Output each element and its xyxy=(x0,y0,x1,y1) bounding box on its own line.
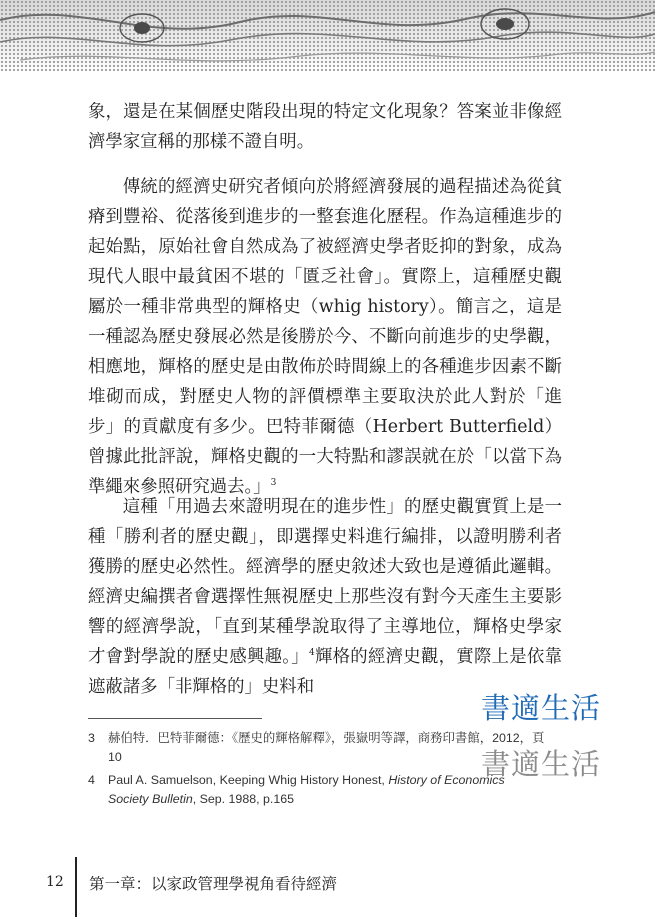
footnote-4-author-title: Paul A. Samuelson, Keeping Whig History Honest, xyxy=(108,773,389,787)
footnote-3-text: 赫伯特．巴特菲爾德：《歷史的輝格解釋》，張嶽明等譯，商務印書館，2012，頁 10 xyxy=(108,731,545,764)
engraving-decoration xyxy=(0,0,655,72)
footnote-4 xyxy=(88,771,548,809)
paragraph-1-text: 象，還是在某個歷史階段出現的特定文化現象？答案並非像經濟學家宣稱的那樣不證自明。 xyxy=(88,102,562,152)
paragraph-3-text-b: 輝格的經濟史觀，實際上是依靠遮蔽諸多「非輝格的」史料和 xyxy=(88,647,562,697)
paragraph-1 xyxy=(88,97,562,157)
footnote-4-date-page: , Sep. 1988, p.165 xyxy=(192,792,294,806)
footnote-4-number: 4 xyxy=(88,773,95,787)
paragraph-3-text-a: 這種「用過去來證明現在的進步性」的歷史觀實質上是一種「勝利者的歷史觀」，即選擇史料進行編排，以證明勝利者獲勝的歷史必然性。經濟學的歷史敘述大致也是遵循此邏輯。經濟史編撰者會選擇性無視歷史上那些沒有對今天產生主要影響的經濟學說，「直到某種學說取得了主導地位，輝格史學家才會對學說的歷史感興趣。」 xyxy=(88,497,562,667)
footnote-ref-4[interactable]: 4 xyxy=(308,648,315,658)
header-halftone-illustration xyxy=(0,0,655,72)
watermark-gray: 書適生活 xyxy=(481,747,602,781)
footnote-4-text xyxy=(108,771,548,809)
footnote-3-number: 3 xyxy=(88,731,95,745)
watermark-blue: 書適生活 xyxy=(481,691,602,725)
footnote-4-journal: History of Economics Society Bulletin xyxy=(108,773,505,806)
footnote-3 xyxy=(88,729,548,767)
footer-divider xyxy=(75,857,77,917)
paragraph-2-text: 傳統的經濟史研究者傾向於將經濟發展的過程描述為從貧瘠到豐裕、從落後到進步的一整套進化歷程。作為這種進步的起始點，原始社會自然成為了被經濟史學者貶抑的對象，成為現代人眼中最貧困不堪的「匱乏社會」。實際上，這種歷史觀屬於一種非常典型的輝格史（whig history）。簡言之，這是一種認為歷史發展必然是後勝於今、不斷向前進步的史學觀，相應地，輝格的歷史是由散佈於時間線上的各種進步因素不斷堆砌而成，對歷史人物的評價標準主要取決於此人對於「進步」的貢獻度有多少。巴特菲爾德（Herbert Butterfield）曾據此批評說，輝格史觀的一大特點和謬誤就在於「以當下為準繩來參照研究過去。」 xyxy=(88,177,562,497)
running-chapter-title: 第一章：以家政管理學視角看待經濟 xyxy=(89,875,338,893)
page-number: 12 xyxy=(46,874,64,890)
paragraph-2 xyxy=(88,172,562,502)
paragraph-3 xyxy=(88,492,562,702)
footnote-ref-3[interactable]: 3 xyxy=(270,478,277,488)
footnote-divider xyxy=(88,718,262,719)
